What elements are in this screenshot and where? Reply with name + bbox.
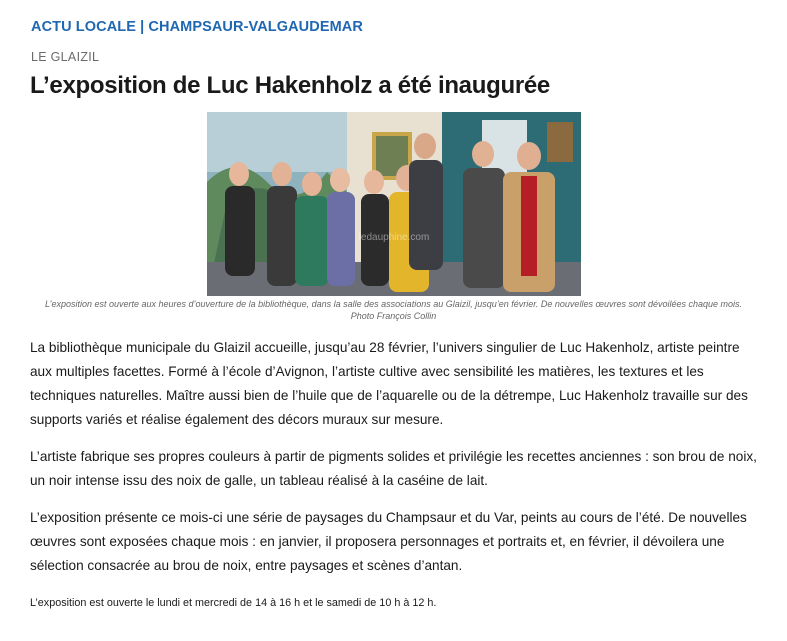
article-photo — [207, 112, 581, 296]
body-paragraph: La bibliothèque municipale du Glaizil accueille, jusqu’au 28 février, l’univers singulier de Luc Hakenholz, artiste peintre aux multiples facettes. Formé à l’école d’Avignon, l’artiste cultive avec sensibilité les matières, les textures et les techniques naturelles. Maître aussi bien de l’huile que de l’aquarelle ou de la détrempe, Luc Hakenholz travaille sur des supports variés et réalise également des décors muraux sur mesure. — [30, 340, 748, 427]
body-paragraph: L’artiste fabrique ses propres couleurs à partir de pigments solides et privilégie les recettes anciennes : son brou de noix, un noir intense issu des noix de galle, un tableau réalisé à la caséine de lait. — [30, 449, 757, 488]
watermark-text: ledauphine.com — [358, 232, 430, 243]
group-photo-illustration — [207, 112, 581, 296]
article-title: L’exposition de Luc Hakenholz a été inaugurée — [30, 72, 550, 99]
photo-caption-text: L’exposition est ouverte aux heures d’ouverture de la bibliothèque, dans la salle des associations au Glaizil, jusqu’en février. De nouvelles œuvres sont dévoilées chaque mois. — [44, 299, 743, 309]
body-paragraph: L’exposition présente ce mois-ci une série de paysages du Champsaur et du Var, peints au cours de l’été. De nouvelles œuvres sont exposées chaque mois : en janvier, il proposera personnages et portraits et, en février, il dévoilera une sélection consacrée au brou de noix, entre paysages et scènes d’antan. — [30, 510, 747, 573]
location-label: LE GLAIZIL — [31, 50, 100, 64]
opening-hours-note: L’exposition est ouverte le lundi et mercredi de 14 à 16 h et le samedi de 10 h à 12 h. — [30, 597, 437, 609]
article-body — [30, 336, 765, 591]
photo-credit: Photo François Collin — [350, 311, 437, 321]
section-label[interactable]: ACTU LOCALE | CHAMPSAUR-VALGAUDEMAR — [31, 19, 363, 35]
photo-caption — [20, 298, 767, 322]
